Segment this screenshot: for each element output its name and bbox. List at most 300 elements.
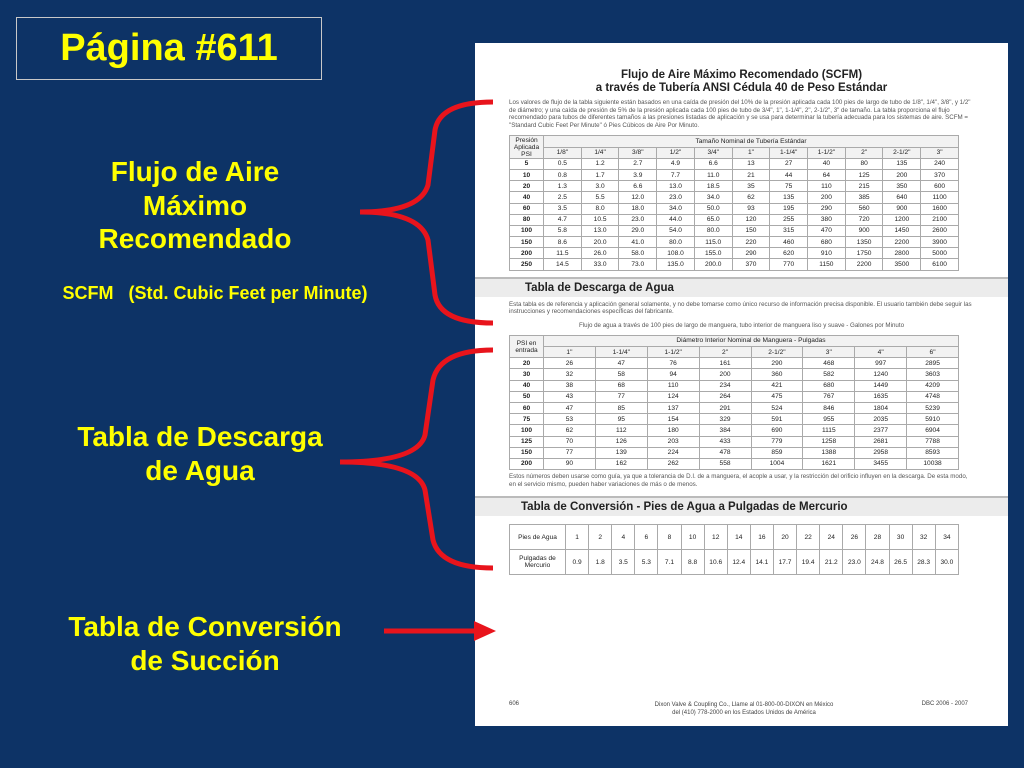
water-column-header: 4" <box>855 347 907 358</box>
table-cell: 240 <box>921 158 959 169</box>
row-header-cell: 75 <box>510 414 544 425</box>
row-header-cell: 200 <box>510 458 544 469</box>
table-cell: 0.9 <box>566 550 589 575</box>
table-cell: 108.0 <box>657 248 695 259</box>
table-cell: 44 <box>770 169 808 180</box>
table-cell: 50.0 <box>694 203 732 214</box>
table-cell: 591 <box>751 414 803 425</box>
table-cell: 2 <box>589 525 612 550</box>
table-cell: 29.0 <box>619 225 657 236</box>
table-cell: 85 <box>595 402 647 413</box>
conversion-row-water <box>510 525 959 550</box>
table-cell: 80.0 <box>657 237 695 248</box>
table-cell: 4748 <box>907 391 959 402</box>
table-cell: 1350 <box>845 237 883 248</box>
row-header-cell: 50 <box>510 391 544 402</box>
air-flow-table <box>509 135 959 270</box>
table-cell: 4.9 <box>657 158 695 169</box>
table-cell: 77 <box>595 391 647 402</box>
table-row <box>510 181 959 192</box>
table-cell: 32 <box>544 369 596 380</box>
table-cell: 910 <box>808 248 846 259</box>
table-cell: 40 <box>808 158 846 169</box>
air-column-headers <box>510 147 959 158</box>
slide-title: Página #611 <box>60 27 278 69</box>
table-cell: 384 <box>699 425 751 436</box>
table-cell: 859 <box>751 447 803 458</box>
table-cell: 13 <box>732 158 770 169</box>
table-row <box>510 192 959 203</box>
table-cell: 200 <box>699 369 751 380</box>
table-cell: 38 <box>544 380 596 391</box>
table-cell: 93 <box>732 203 770 214</box>
table-cell: 8 <box>658 525 681 550</box>
table-cell: 10.6 <box>704 550 727 575</box>
table-cell: 80 <box>845 158 883 169</box>
table-row <box>510 436 959 447</box>
table-cell: 900 <box>845 225 883 236</box>
water-column-header: 2-1/2" <box>751 347 803 358</box>
table-cell: 3.0 <box>581 181 619 192</box>
table-cell: 34.0 <box>657 203 695 214</box>
table-cell: 6 <box>635 525 658 550</box>
table-cell: 90 <box>544 458 596 469</box>
table-cell: 3900 <box>921 237 959 248</box>
table-cell: 30 <box>889 525 912 550</box>
air-title-line: Flujo de Aire Máximo Recomendado (SCFM) <box>620 69 863 81</box>
table-cell: 5000 <box>921 248 959 259</box>
table-cell: 203 <box>647 436 699 447</box>
air-column-header: 1" <box>732 147 770 158</box>
water-table-intro: Esta tabla es de referencia y aplicación general solamente, y no debe tomarse como único recurso de información precisa disponible. El usuario también debe seguir las instrucciones y recomendaciones específicas del fabricante. <box>509 300 972 316</box>
air-column-header: 1/8" <box>544 147 582 158</box>
row-header-cell: 100 <box>510 225 544 236</box>
label-line: de Agua <box>145 454 255 486</box>
table-cell: 3603 <box>907 369 959 380</box>
table-cell: 58.0 <box>619 248 657 259</box>
table-cell: 560 <box>845 203 883 214</box>
table-cell: 47 <box>544 402 596 413</box>
water-table-body <box>510 358 959 470</box>
table-cell: 10038 <box>907 458 959 469</box>
table-cell: 1115 <box>803 425 855 436</box>
table-cell: 291 <box>699 402 751 413</box>
table-cell: 524 <box>751 402 803 413</box>
table-cell: 16 <box>750 525 773 550</box>
table-cell: 12.4 <box>727 550 750 575</box>
label-line: de Succión <box>130 644 280 676</box>
table-cell: 8.8 <box>681 550 704 575</box>
table-cell: 18.0 <box>619 203 657 214</box>
table-cell: 75 <box>770 181 808 192</box>
table-cell: 26.0 <box>581 248 619 259</box>
table-cell: 32 <box>912 525 935 550</box>
table-cell: 5910 <box>907 414 959 425</box>
table-cell: 900 <box>883 203 921 214</box>
air-column-header: 1-1/4" <box>770 147 808 158</box>
table-cell: 18.5 <box>694 181 732 192</box>
table-cell: 200.0 <box>694 259 732 270</box>
table-row <box>510 225 959 236</box>
table-cell: 62 <box>732 192 770 203</box>
table-cell: 1 <box>566 525 589 550</box>
table-cell: 2681 <box>855 436 907 447</box>
company-line: del (410) 778-2000 en los Estados Unidos de América <box>672 710 816 716</box>
table-cell: 215 <box>845 181 883 192</box>
page-number: 606 <box>509 701 520 707</box>
table-cell: 58 <box>595 369 647 380</box>
table-cell: 5.5 <box>581 192 619 203</box>
table-cell: 5239 <box>907 402 959 413</box>
table-cell: 14.5 <box>544 259 582 270</box>
table-cell: 28 <box>866 525 889 550</box>
table-cell: 23.0 <box>619 214 657 225</box>
table-cell: 470 <box>808 225 846 236</box>
table-cell: 5.8 <box>544 225 582 236</box>
table-row <box>510 369 959 380</box>
table-cell: 1804 <box>855 402 907 413</box>
table-cell: 224 <box>647 447 699 458</box>
air-column-header: 3/8" <box>619 147 657 158</box>
table-cell: 315 <box>770 225 808 236</box>
air-column-header: 1/2" <box>657 147 695 158</box>
table-cell: 12.0 <box>619 192 657 203</box>
table-cell: 2.5 <box>544 192 582 203</box>
table-cell: 600 <box>921 181 959 192</box>
table-cell: 14.1 <box>750 550 773 575</box>
table-cell: 690 <box>751 425 803 436</box>
table-cell: 24 <box>820 525 843 550</box>
table-cell: 3.9 <box>619 169 657 180</box>
table-cell: 137 <box>647 402 699 413</box>
table-cell: 262 <box>647 458 699 469</box>
table-cell: 680 <box>808 237 846 248</box>
water-column-header: 2" <box>699 347 751 358</box>
table-cell: 6100 <box>921 259 959 270</box>
conversion-row-label: Pulgadas de Mercurio <box>510 550 566 575</box>
table-cell: 6.6 <box>694 158 732 169</box>
row-header-cell: 20 <box>510 358 544 369</box>
table-cell: 12 <box>704 525 727 550</box>
table-cell: 65.0 <box>694 214 732 225</box>
table-cell: 0.8 <box>544 169 582 180</box>
table-row <box>510 447 959 458</box>
table-cell: 64 <box>808 169 846 180</box>
table-cell: 162 <box>595 458 647 469</box>
table-cell: 779 <box>751 436 803 447</box>
air-title-line: a través de Tubería ANSI Cédula 40 de Peso Estándar <box>595 82 888 94</box>
table-cell: 68 <box>595 380 647 391</box>
table-cell: 582 <box>803 369 855 380</box>
table-cell: 255 <box>770 214 808 225</box>
table-cell: 24.8 <box>866 550 889 575</box>
table-cell: 23.0 <box>657 192 695 203</box>
row-header-cell: 125 <box>510 436 544 447</box>
table-cell: 720 <box>845 214 883 225</box>
table-cell: 135.0 <box>657 259 695 270</box>
table-cell: 30.0 <box>935 550 958 575</box>
label-scfm: SCFM (Std. Cubic Feet per Minute) <box>62 283 368 303</box>
table-cell: 21 <box>732 169 770 180</box>
table-cell: 20.0 <box>581 237 619 248</box>
table-cell: 154 <box>647 414 699 425</box>
table-cell: 28.3 <box>912 550 935 575</box>
water-column-header: 3" <box>803 347 855 358</box>
table-cell: 80.0 <box>694 225 732 236</box>
table-cell: 20 <box>773 525 796 550</box>
table-row <box>510 248 959 259</box>
table-cell: 155.0 <box>694 248 732 259</box>
table-row <box>510 158 959 169</box>
water-discharge-table <box>509 335 959 470</box>
table-cell: 1388 <box>803 447 855 458</box>
table-cell: 290 <box>732 248 770 259</box>
slide-title-box <box>16 17 322 80</box>
table-cell: 77 <box>544 447 596 458</box>
table-cell: 3500 <box>883 259 921 270</box>
table-cell: 3.5 <box>612 550 635 575</box>
table-cell: 10 <box>681 525 704 550</box>
air-column-header: 1/4" <box>581 147 619 158</box>
table-cell: 34 <box>935 525 958 550</box>
table-row <box>510 380 959 391</box>
air-row-header: Presión Aplicada PSI <box>510 136 544 158</box>
table-cell: 4.7 <box>544 214 582 225</box>
table-cell: 8.6 <box>544 237 582 248</box>
table-cell: 1100 <box>921 192 959 203</box>
row-header-cell: 5 <box>510 158 544 169</box>
table-cell: 26 <box>544 358 596 369</box>
table-cell: 3.5 <box>544 203 582 214</box>
row-header-cell: 20 <box>510 181 544 192</box>
table-cell: 460 <box>770 237 808 248</box>
table-cell: 8.0 <box>581 203 619 214</box>
table-cell: 360 <box>751 369 803 380</box>
row-header-cell: 40 <box>510 380 544 391</box>
water-table-title: Tabla de Descarga de Agua <box>475 277 1008 297</box>
table-cell: 112 <box>595 425 647 436</box>
table-cell: 7.1 <box>658 550 681 575</box>
table-cell: 14 <box>727 525 750 550</box>
table-row <box>510 237 959 248</box>
table-cell: 955 <box>803 414 855 425</box>
table-cell: 110 <box>647 380 699 391</box>
table-cell: 640 <box>883 192 921 203</box>
table-cell: 200 <box>808 192 846 203</box>
row-header-cell: 60 <box>510 203 544 214</box>
water-column-header: 1" <box>544 347 596 358</box>
table-row <box>510 425 959 436</box>
table-row <box>510 169 959 180</box>
table-cell: 1150 <box>808 259 846 270</box>
table-cell: 770 <box>770 259 808 270</box>
table-cell: 53 <box>544 414 596 425</box>
table-cell: 846 <box>803 402 855 413</box>
company-info <box>619 701 869 717</box>
table-cell: 1258 <box>803 436 855 447</box>
table-cell: 478 <box>699 447 751 458</box>
table-cell: 1.7 <box>581 169 619 180</box>
label-flujo-aire <box>40 155 350 256</box>
table-cell: 11.0 <box>694 169 732 180</box>
table-cell: 220 <box>732 237 770 248</box>
water-column-header: 6" <box>907 347 959 358</box>
table-cell: 1635 <box>855 391 907 402</box>
catalog-page <box>475 43 1008 726</box>
air-group-header: Tamaño Nominal de Tubería Estándar <box>544 136 959 147</box>
table-cell: 433 <box>699 436 751 447</box>
air-table-body <box>510 158 959 270</box>
table-cell: 13.0 <box>581 225 619 236</box>
table-cell: 27 <box>770 158 808 169</box>
water-column-header: 1-1/4" <box>595 347 647 358</box>
row-header-cell: 100 <box>510 425 544 436</box>
table-cell: 2958 <box>855 447 907 458</box>
table-cell: 370 <box>732 259 770 270</box>
table-cell: 76 <box>647 358 699 369</box>
row-header-cell: 250 <box>510 259 544 270</box>
table-row <box>510 458 959 469</box>
table-cell: 34.0 <box>694 192 732 203</box>
table-cell: 54.0 <box>657 225 695 236</box>
table-cell: 43 <box>544 391 596 402</box>
table-cell: 95 <box>595 414 647 425</box>
table-row <box>510 402 959 413</box>
table-cell: 41.0 <box>619 237 657 248</box>
table-cell: 44.0 <box>657 214 695 225</box>
table-cell: 73.0 <box>619 259 657 270</box>
table-cell: 6904 <box>907 425 959 436</box>
table-cell: 150 <box>732 225 770 236</box>
table-cell: 1621 <box>803 458 855 469</box>
catalog-code: DBC 2006 - 2007 <box>921 701 968 707</box>
table-cell: 4209 <box>907 380 959 391</box>
label-line: Máximo <box>142 189 248 221</box>
row-header-cell: 150 <box>510 447 544 458</box>
table-cell: 1449 <box>855 380 907 391</box>
table-cell: 2800 <box>883 248 921 259</box>
conversion-row-label: Pies de Agua <box>510 525 566 550</box>
air-column-header: 3/4" <box>694 147 732 158</box>
conversion-table-title: Tabla de Conversión - Pies de Agua a Pulgadas de Mercurio <box>475 496 1008 516</box>
table-cell: 2.7 <box>619 158 657 169</box>
table-cell: 33.0 <box>581 259 619 270</box>
table-cell: 94 <box>647 369 699 380</box>
table-cell: 26 <box>843 525 866 550</box>
table-cell: 0.5 <box>544 158 582 169</box>
air-column-header: 3" <box>921 147 959 158</box>
table-row <box>510 259 959 270</box>
table-cell: 421 <box>751 380 803 391</box>
air-table-intro: Los valores de flujo de la tabla siguiente están basados en una caída de presión del 10% de la presión aplicada cada 100 pies de largo de tubo de 1/8", 1/4", 3/8", y 1/2" de diámetro; y una caída de presión de 5% de la presión aplicada cada 100 pies de tubo de 3/4", 1", 1-1/4", 2", 2-1/2", 3" de tamaño. La tabla proporciona el flujo recomendado para tubos de diferentes tamaños a las presiones listadas de aplicación y se usa para determinar la tubería adecuada para los sistemas de aire. SCFM = "Standard Cubic Feet Per Minute" ó Pies Cúbicos de Aire Por Minuto. <box>509 99 971 129</box>
water-column-header: 1-1/2" <box>647 347 699 358</box>
table-cell: 350 <box>883 181 921 192</box>
row-header-cell: 150 <box>510 237 544 248</box>
table-cell: 115.0 <box>694 237 732 248</box>
table-cell: 680 <box>803 380 855 391</box>
table-cell: 3455 <box>855 458 907 469</box>
table-row <box>510 358 959 369</box>
table-cell: 5.3 <box>635 550 658 575</box>
table-cell: 1600 <box>921 203 959 214</box>
row-header-cell: 60 <box>510 402 544 413</box>
table-cell: 1750 <box>845 248 883 259</box>
table-cell: 124 <box>647 391 699 402</box>
table-cell: 1004 <box>751 458 803 469</box>
label-line: Tabla de Descarga <box>77 421 323 452</box>
table-cell: 139 <box>595 447 647 458</box>
table-cell: 200 <box>883 169 921 180</box>
table-cell: 620 <box>770 248 808 259</box>
brace-water-table <box>340 350 493 568</box>
table-cell: 26.5 <box>889 550 912 575</box>
table-cell: 135 <box>883 158 921 169</box>
table-cell: 234 <box>699 380 751 391</box>
table-cell: 70 <box>544 436 596 447</box>
table-cell: 21.2 <box>820 550 843 575</box>
table-cell: 264 <box>699 391 751 402</box>
label-line: Tabla de Conversión <box>68 611 342 642</box>
table-cell: 10.5 <box>581 214 619 225</box>
table-cell: 35 <box>732 181 770 192</box>
water-column-headers <box>510 347 959 358</box>
water-group-header: Diámetro Interior Nominal de Manguera - Pulgadas <box>544 335 959 346</box>
table-cell: 1.3 <box>544 181 582 192</box>
water-table-subtitle: Flujo de agua a través de 100 pies de largo de manguera, tubo interior de manguera liso y suave - Galones por Minuto <box>578 321 905 329</box>
air-column-header: 2-1/2" <box>883 147 921 158</box>
label-conversion-succion <box>20 610 390 677</box>
table-cell: 125 <box>845 169 883 180</box>
table-row <box>510 391 959 402</box>
table-cell: 1.2 <box>581 158 619 169</box>
table-cell: 110 <box>808 181 846 192</box>
table-cell: 62 <box>544 425 596 436</box>
table-cell: 2895 <box>907 358 959 369</box>
table-cell: 126 <box>595 436 647 447</box>
water-row-header: PSI en entrada <box>510 335 544 357</box>
table-cell: 7788 <box>907 436 959 447</box>
conversion-table <box>509 524 959 575</box>
row-header-cell: 10 <box>510 169 544 180</box>
table-row <box>510 203 959 214</box>
table-cell: 19.4 <box>797 550 820 575</box>
table-cell: 17.7 <box>773 550 796 575</box>
row-header-cell: 200 <box>510 248 544 259</box>
label-line: Flujo de Aire <box>110 156 280 187</box>
row-header-cell: 30 <box>510 369 544 380</box>
table-cell: 558 <box>699 458 751 469</box>
table-cell: 180 <box>647 425 699 436</box>
table-cell: 767 <box>803 391 855 402</box>
table-cell: 2377 <box>855 425 907 436</box>
table-cell: 997 <box>855 358 907 369</box>
table-cell: 2035 <box>855 414 907 425</box>
table-cell: 290 <box>751 358 803 369</box>
table-cell: 2200 <box>845 259 883 270</box>
air-column-header: 1-1/2" <box>808 147 846 158</box>
table-cell: 47 <box>595 358 647 369</box>
table-cell: 2100 <box>921 214 959 225</box>
water-table-note: Estos números deben usarse como guía, ya que a tolerancia de D.I. de a manguera, el acople a usar, y la restricción del orificio influyen en la descarga. De esta modo, en el servicio mismo, pueden haber variaciones de más o de menos. <box>509 473 968 488</box>
table-cell: 4 <box>612 525 635 550</box>
table-cell: 468 <box>803 358 855 369</box>
table-cell: 370 <box>921 169 959 180</box>
table-cell: 380 <box>808 214 846 225</box>
air-table-title <box>475 69 1008 95</box>
conversion-row-mercury <box>510 550 959 575</box>
table-cell: 2200 <box>883 237 921 248</box>
table-cell: 1.8 <box>589 550 612 575</box>
